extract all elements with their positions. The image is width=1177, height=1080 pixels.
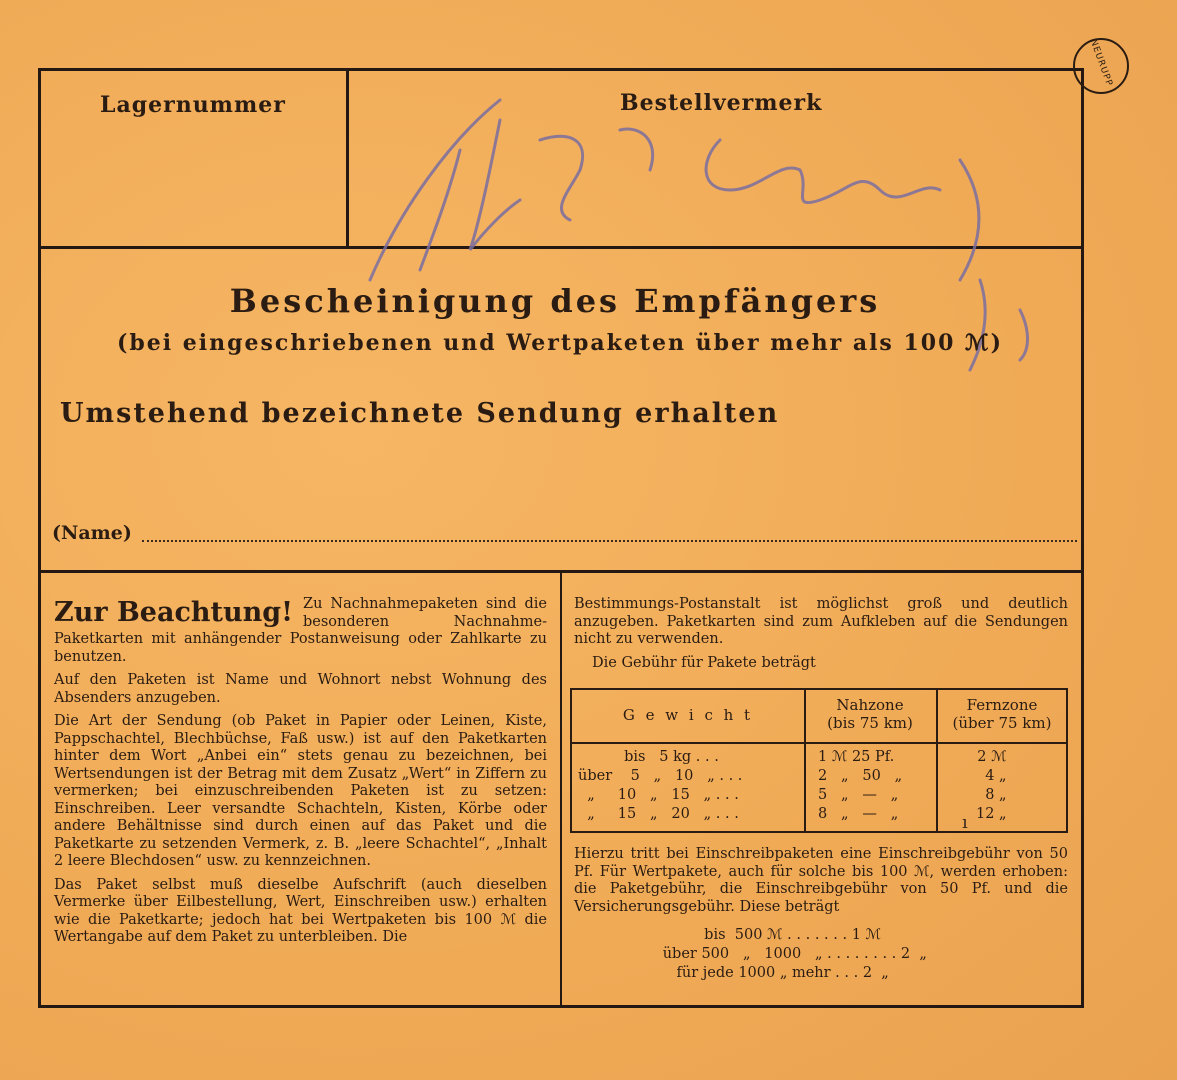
name-label: (Name)	[52, 522, 132, 544]
receipt-statement: Umstehend bezeichnete Sendung erhalten	[60, 398, 780, 429]
right-column-fees	[574, 846, 1068, 922]
fee-table-header-line	[572, 742, 1066, 744]
header-nahzone	[804, 696, 936, 732]
fee-table	[570, 688, 1068, 833]
fee-intro: Die Gebühr für Pakete beträgt	[592, 654, 816, 671]
notice-divider	[560, 572, 562, 1008]
pencil-mark: ı	[962, 812, 968, 833]
header-fernzone	[936, 696, 1068, 732]
weight-rows: bis 5 kg . . . über 5 „ 10 „ . . . „ 10 „ 15 „ . . . „ 15 „ 20 „ . . .	[578, 749, 743, 822]
right-paragraph-1: Bestimmungs-Postanstalt ist möglichst groß und deutlich anzugeben. Paketkarten sind zum Aufkleben auf die Sendungen nicht zu verwenden.	[574, 596, 1068, 647]
header-weight: G e w i c h t	[622, 706, 754, 724]
header-fernzone-line-1: Fernzone	[966, 696, 1038, 714]
notice-heading: Zur Beachtung!	[54, 597, 293, 628]
fernzone-rows: 2 ℳ 4 „ 8 „ 12 „	[976, 749, 1007, 822]
header-fernzone-line-2: (über 75 km)	[952, 714, 1052, 732]
notice-paragraph-2: Auf den Paketen ist Name und Wohnort nebst Wohnung des Absenders anzugeben.	[54, 672, 547, 706]
notice-paragraph-3: Die Art der Sendung (ob Paket in Papier oder Leinen, Kiste, Pappschachtel, Blechbüchse, Faß usw.) ist auf den Paketkarten hinter dem Wort „Anbei ein“ stets genau zu bezeichnen, bei Wertsendungen ist der Betrag mit dem Zusatz „Wert“ in Ziffern zu vermerken; bei einzuschreibenden Paketen ist zu setzen: Einschreiben. Leer versandte Schachteln, Kisten, Körbe oder andere Behältnisse sind durch einen auf das Paket und die Paketkarte zu setzenden Vermerk, z. B. „leere Schachtel“, „Inhalt 2 leere Blechdosen“ usw. zu kennzeichnen.	[54, 713, 547, 869]
notice-paragraph-1: Zu Nachnahmepaketen sind die besonderen Nachnahme-Paketkarten mit anhängender Postanweisung oder Zahlkarte zu benutzen.	[54, 596, 547, 665]
certificate-title: Bescheinigung des Empfängers	[229, 282, 881, 320]
certificate-subtitle: (bei eingeschriebenen und Wertpaketen über mehr als 100 ℳ)	[117, 330, 1003, 356]
insurance-fee-tiers: bis 500 ℳ . . . . . . . 1 ℳ über 500 „ 1000 „ . . . . . . . . 2 „ für jede 1000 „ mehr . . . 2 „	[662, 927, 927, 981]
bestellvermerk-label: Bestellvermerk	[620, 90, 823, 116]
lagernummer-label: Lagernummer	[100, 92, 286, 118]
notice-paragraph-4: Das Paket selbst muß dieselbe Aufschrift (auch dieselben Vermerke über Eilbestellung, Wert, Einschreiben usw.) erhalten wie die Paketkarte; jedoch hat bei Wertpaketen bis 100 ℳ die Wertangabe auf dem Paket zu unterbleiben. Die	[54, 876, 547, 945]
right-column-intro	[574, 596, 1068, 678]
notice-column	[54, 596, 547, 953]
nahzone-rows: 1 ℳ 25 Pf. 2 „ 50 „ 5 „ — „ 8 „ — „	[818, 749, 903, 822]
name-signature-line[interactable]	[142, 540, 1077, 542]
header-nahzone-line-2: (bis 75 km)	[827, 714, 913, 732]
header-nahzone-line-1: Nahzone	[836, 696, 904, 714]
postmark-text: NEURUPP	[1087, 37, 1115, 89]
right-paragraph-2: Hierzu tritt bei Einschreibpaketen eine Einschreibgebühr von 50 Pf. Für Wertpakete, auch für solche bis 100 ℳ, werden erhoben: die Paketgebühr, die Einschreibgebühr von 50 Pf. und die Versicherungsgebühr. Diese beträgt	[574, 846, 1068, 915]
